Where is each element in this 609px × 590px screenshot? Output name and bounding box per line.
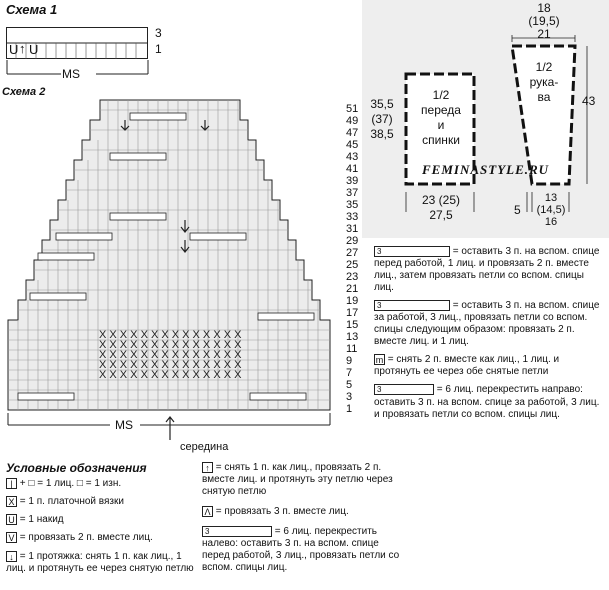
row-number: 25 [346, 259, 359, 271]
row-number: 41 [346, 163, 359, 175]
sleeve-height-label: 43 [582, 94, 596, 108]
legend-right-item [202, 462, 402, 498]
legend-left-text: = провязать 2 п. вместе лиц. [19, 532, 153, 544]
cable-symbol-icon: 3 [374, 384, 434, 395]
watermark: FEMINASTYLE.RU [422, 162, 550, 177]
legend-mid-text: = оставить 3 п. на вспом. спице перед работой, 1 лиц. и провязать 2 п. вместе лиц., затем провязать петли со вспом. спицы лиц. [374, 246, 600, 294]
row-number: 17 [346, 307, 359, 319]
sleeve-top-1: 18 [537, 1, 551, 15]
sleeve-bottom-3: 16 [544, 216, 558, 228]
legend-right-text: = провязать 3 п. вместе лиц. [215, 506, 349, 518]
sleeve-top-2: (19,5) [528, 14, 560, 28]
row-number: 35 [346, 199, 359, 211]
scheme1-cell-decrease: ↑ [19, 41, 26, 56]
sleeve-bottom-2: (14,5) [536, 204, 566, 216]
front-height-label [365, 97, 399, 142]
svg-text:X X X X X X X X X X X X X X: X X X X X X X X X X X X X X [99, 349, 242, 361]
cable-left-symbol-icon: 3 [202, 526, 272, 537]
sk2p-symbol-icon: ↑ [202, 462, 213, 473]
legend-mid-item [374, 300, 606, 348]
scheme1-title: Схема 1 [6, 2, 58, 17]
front-width-label [410, 193, 472, 223]
legend-right-text: = снять 1 п. как лиц., провязать 2 п. вместе лиц. и протянуть эту петлю через снятую петлю [202, 462, 393, 498]
legend-left-item [6, 478, 196, 490]
scheme1-cell-yarnover: U [9, 42, 19, 57]
scheme2-ms-label: MS [115, 418, 133, 432]
front-height-2: (37) [371, 112, 393, 126]
legend-left-text: = 1 п. платочной вязки [19, 496, 124, 508]
svg-text:X X X X X X X X X X X X X X: X X X X X X X X X X X X X X [99, 339, 242, 351]
scheme1-grid-lines [6, 27, 148, 59]
legend-left-text: = 1 накид [19, 514, 64, 526]
legend-left-item [6, 532, 196, 544]
front-piece-label [410, 88, 472, 148]
row-number: 7 [346, 367, 353, 379]
scheme1-grid [6, 27, 148, 59]
legend-left-item [6, 496, 196, 508]
legend-mid-item [374, 246, 606, 294]
front-label-line3: и [437, 118, 445, 132]
sleeve-label-line2: рука- [529, 75, 559, 89]
legend-right [202, 462, 402, 574]
legend-mid-text: = снять 2 п. вместе как лиц., 1 лиц. и протянуть ее через обе снятые петли [374, 354, 560, 378]
legend-right-item [202, 526, 402, 574]
front-label-line1: 1/2 [432, 88, 450, 102]
row-number: 45 [346, 139, 359, 151]
legend-left-item [6, 551, 196, 575]
sleeve-side-label: 5 [514, 203, 521, 217]
row-number: 27 [346, 247, 359, 259]
scheme1-ms-label: MS [62, 67, 80, 81]
row-number: 43 [346, 151, 359, 163]
ssk-symbol-icon: ↓ [6, 551, 17, 562]
legend-mid-item [374, 354, 606, 378]
row-number: 47 [346, 127, 359, 139]
row-number: 39 [346, 175, 359, 187]
legend-right-text: = 6 лиц. перекрестить налево: оставить 3 п. на вспом. спице перед работой, 3 лиц., провязать петли со вспом. спицы лиц. [202, 526, 400, 574]
row-number: 1 [346, 403, 353, 415]
sleeve-top-3: 21 [537, 27, 551, 41]
garter-stitch-block [99, 329, 242, 381]
sleeve-bottom-1: 13 [544, 192, 558, 204]
legend-left-text: + □ = 1 лиц. □ = 1 изн. [19, 478, 122, 490]
svg-text:X X X X X X X X X X X X X X: X X X X X X X X X X X X X X [99, 369, 242, 381]
front-width-1: 23 (25) [421, 193, 461, 207]
row-number: 9 [346, 355, 353, 367]
row-number: 11 [346, 343, 358, 355]
row-number: 21 [346, 283, 359, 295]
legend-left-item [6, 514, 196, 526]
pattern-shapes [362, 0, 609, 238]
scheme2-center-label: середина [180, 441, 229, 453]
row-number: 29 [346, 235, 359, 247]
row-number: 13 [346, 331, 359, 343]
cable-symbol-icon: 3 [374, 300, 450, 311]
row-number: 3 [346, 391, 353, 403]
row-number: 23 [346, 271, 359, 283]
front-label-line4: спинки [422, 133, 460, 147]
legend-mid-item [374, 384, 606, 420]
garter-symbol-icon: X [6, 496, 17, 507]
decrease-symbol-icon: m [375, 355, 384, 366]
front-label-line2: переда [421, 103, 461, 117]
k3tog-symbol-icon: Λ [202, 506, 213, 517]
legend-left-text: = 1 протяжка: снять 1 п. как лиц., 1 лиц. и протянуть ее через снятую петлю [6, 550, 194, 574]
sleeve-top-label [517, 2, 571, 41]
row-number: 49 [346, 115, 359, 127]
front-height-3: 38,5 [370, 127, 394, 141]
row-number: 37 [346, 187, 359, 199]
sleeve-label [522, 60, 566, 105]
scheme1-row-1: 1 [155, 42, 162, 56]
scheme2-chart [0, 95, 345, 445]
row-number: 19 [346, 295, 359, 307]
svg-text:X X X X X X X X X X X X X X: X X X X X X X X X X X X X X [99, 329, 242, 341]
row-number: 31 [346, 223, 359, 235]
cable-symbol-icon: 3 [374, 246, 450, 257]
sleeve-bottom-label [532, 192, 570, 228]
row-number: 15 [346, 319, 359, 331]
pattern-area [362, 0, 609, 238]
scheme1-row-3: 3 [155, 26, 162, 40]
k2tog-symbol-icon: V [6, 532, 17, 543]
legend-left [6, 478, 196, 575]
scheme1-cell-yarnover-2: U [29, 42, 39, 57]
sleeve-label-line1: 1/2 [535, 60, 553, 74]
row-number: 33 [346, 211, 359, 223]
row-number: 5 [346, 379, 353, 391]
legend-mid [374, 246, 606, 421]
yarnover-symbol-icon: U [6, 514, 17, 525]
row-number: 51 [346, 103, 359, 115]
sleeve-label-line3: ва [537, 90, 551, 104]
scheme2-title: Схема 2 [2, 86, 46, 98]
front-height-1: 35,5 [370, 97, 394, 111]
legend-mid-text: = 6 лиц. перекрестить направо: оставить 3 п. на вспом. спице за работой, 3 лиц. и провязать петли со вспом. спицы лиц. [374, 384, 600, 420]
center-arrow [166, 417, 174, 440]
knit-symbol-icon: | [6, 478, 17, 489]
legend-right-item [202, 506, 402, 518]
legend-mid-text: = оставить 3 п. на вспом. спице за работой, 3 лиц., провязать петли со вспом. спицы следующим образом: провязать 2 п. вместе лиц. и 1 лиц. [374, 300, 600, 348]
legend-heading: Условные обозначения [6, 461, 147, 475]
front-width-2: 27,5 [429, 208, 453, 222]
svg-text:X X X X X X X X X X X X X X: X X X X X X X X X X X X X X [99, 359, 242, 371]
